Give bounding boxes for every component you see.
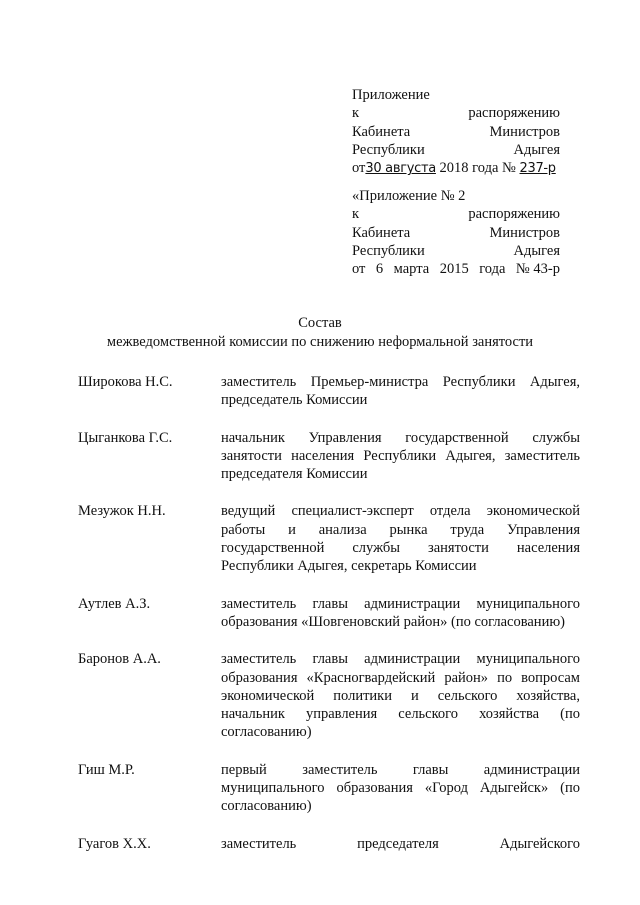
member-name: Широкова Н.С. bbox=[78, 374, 173, 390]
member-role: начальник Управления государственной службы занятости населения Республики Адыгея, заместитель председателя Комиссии bbox=[221, 429, 580, 483]
title-subheading: межведомственной комиссии по снижению неформальной занятости bbox=[106, 333, 534, 350]
member-name: Мезужок Н.Н. bbox=[78, 503, 166, 520]
member-name: Гиш М.Р. bbox=[78, 761, 135, 778]
appendix-previous-line-cabinet: Кабинета Министров bbox=[352, 224, 560, 241]
member-row bbox=[78, 373, 580, 410]
appendix-line-republic: Республики Адыгея bbox=[352, 141, 560, 158]
member-role: заместитель председателя Адыгейского bbox=[221, 835, 580, 852]
document-title bbox=[60, 314, 580, 351]
appendix-previous bbox=[352, 187, 560, 278]
appendix-label: Приложение bbox=[352, 87, 430, 103]
member-role: заместитель Премьер-министра Республики Адыгея, председатель Комиссии bbox=[221, 374, 580, 409]
member-row bbox=[78, 650, 580, 741]
title-heading: Состав bbox=[298, 315, 342, 331]
member-row bbox=[78, 429, 580, 484]
member-name: Цыганкова Г.С. bbox=[78, 429, 173, 446]
appendix-previous-line-date: от 6 марта 2015 года № 43-р bbox=[352, 261, 560, 278]
handwritten-date: 30 августа bbox=[365, 161, 436, 177]
member-row bbox=[78, 595, 580, 632]
member-row bbox=[78, 502, 580, 575]
member-name: Аутлев А.З. bbox=[78, 595, 151, 612]
member-role: первый заместитель главы администрации муниципального образования «Город Адыгейск» (по согласованию) bbox=[221, 761, 580, 815]
appendix-current bbox=[352, 86, 560, 178]
member-name: Баронов А.А. bbox=[78, 651, 161, 668]
handwritten-number: 237-р bbox=[519, 161, 556, 177]
appendix-line-order: к распоряжению bbox=[352, 105, 560, 122]
member-row bbox=[78, 835, 580, 853]
member-role: ведущий специалист-эксперт отдела экономической работы и анализа рынка труда Управления государственной службы занятости населения Республики Адыгея, секретарь Комиссии bbox=[221, 503, 580, 575]
appendix-line-cabinet: Кабинета Министров bbox=[352, 123, 560, 140]
appendix-line-date: от30 августа 2018 года № 237-р bbox=[352, 160, 556, 177]
member-role: заместитель главы администрации муниципального образования «Шовгеновский район» (по согласованию) bbox=[221, 595, 580, 630]
appendix-previous-label: «Приложение № 2 bbox=[352, 188, 466, 204]
appendix-previous-line-republic: Республики Адыгея bbox=[352, 242, 560, 259]
appendix-previous-line-order: к распоряжению bbox=[352, 206, 560, 223]
member-row bbox=[78, 761, 580, 816]
members-list bbox=[78, 373, 580, 872]
member-name: Гуагов Х.Х. bbox=[78, 835, 151, 852]
member-role: заместитель главы администрации муниципального образования «Красногвардейский район» по вопросам экономической политики и сельского хозяйства, начальник управления сельского хозяйства (по согласованию) bbox=[221, 651, 580, 741]
